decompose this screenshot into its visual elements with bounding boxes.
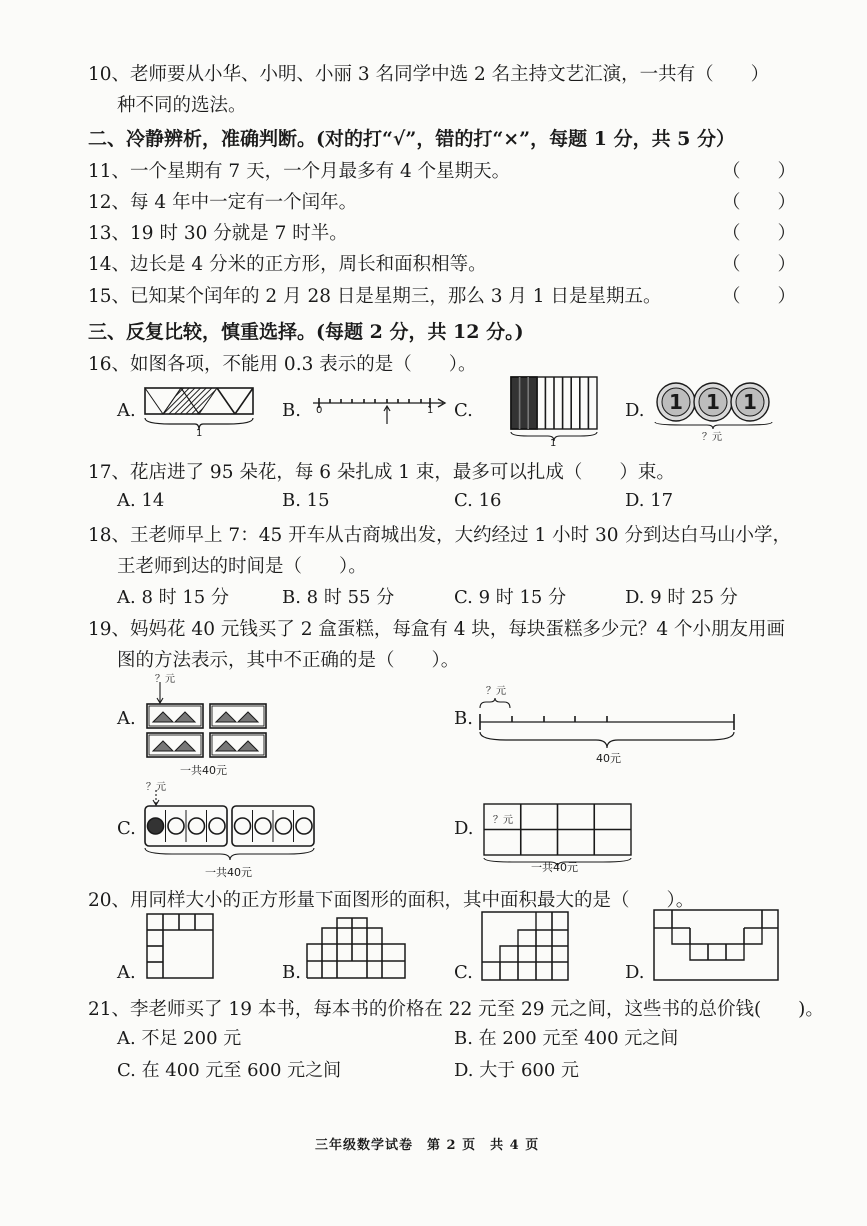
q17-option-d[interactable]: D. 17 — [625, 490, 674, 511]
q21-option-d[interactable]: D. 大于 600 元 — [454, 1060, 580, 1081]
q20-c-shape — [480, 910, 572, 982]
q16-option-d-label: D. — [625, 400, 645, 421]
q13-answer-paren[interactable]: （ ） — [722, 223, 797, 244]
section2-title: 二、冷静辨析，准确判断。(对的打“√”，错的打“×”，每题 1 分，共 5 分） — [88, 128, 736, 150]
q16-d-brace-label: ？元 — [702, 432, 722, 443]
q11-answer-paren[interactable]: （ ） — [722, 161, 797, 182]
q16-d-coin1-value: 1 — [669, 390, 683, 414]
q20-option-c-label: C. — [454, 962, 473, 983]
q20-d-shape — [652, 908, 782, 982]
q11-text: 11、一个星期有 7 天，一个月最多有 4 个星期天。 — [88, 161, 511, 182]
q19-d-unknown-label: ？元 — [493, 815, 513, 826]
q18-option-d[interactable]: D. 9 时 25 分 — [625, 587, 738, 608]
q21-stem: 21、李老师买了 19 本书，每本书的价格在 22 元至 29 元之间，这些书的总价钱( )。 — [88, 999, 824, 1020]
q20-option-b-label: B. — [282, 962, 301, 983]
q19-c-total-label: 一共40元 — [205, 866, 252, 879]
q12-text: 12、每 4 年中一定有一个闰年。 — [88, 192, 358, 213]
q19-option-b-label: B. — [454, 708, 473, 729]
q17-option-b[interactable]: B. 15 — [282, 490, 330, 511]
q19-option-c-label: C. — [117, 818, 136, 839]
q14-answer-paren[interactable]: （ ） — [722, 254, 797, 275]
q17-option-c[interactable]: C. 16 — [454, 490, 502, 511]
page-footer: 三年级数学试卷 第 2 页 共 4 页 — [315, 1138, 540, 1153]
q21-option-b[interactable]: B. 在 200 元至 400 元之间 — [454, 1028, 679, 1049]
q16-c-brace-label: 1 — [550, 438, 557, 449]
q20-option-a-label: A. — [117, 962, 136, 983]
q16-stem: 16、如图各项，不能用 0.3 表示的是（ ）。 — [88, 354, 477, 375]
q19-option-a-label: A. — [117, 708, 136, 729]
q17-option-a[interactable]: A. 14 — [117, 490, 165, 511]
q19-b-total-label: 40元 — [596, 752, 621, 765]
q16-d-coin3-value: 1 — [743, 390, 757, 414]
q19-b-segment-diagram — [476, 694, 741, 754]
q15-text: 15、已知某个闰年的 2 月 28 日是星期三，那么 3 月 1 日是星期五。 — [88, 286, 662, 307]
q19-a-unknown-label: ？元 — [155, 674, 175, 685]
q18-option-a[interactable]: A. 8 时 15 分 — [117, 587, 229, 608]
q14-text: 14、边长是 4 分米的正方形，周长和面积相等。 — [88, 254, 487, 275]
q16-option-b-label: B. — [282, 400, 301, 421]
q16-c-grid-bar — [508, 374, 603, 444]
q18-option-c[interactable]: C. 9 时 15 分 — [454, 587, 567, 608]
q16-b-zero-label: 0 — [316, 405, 323, 416]
q19-c-circle-boxes — [142, 788, 322, 863]
q13-text: 13、19 时 30 分就是 7 时半。 — [88, 223, 348, 244]
section3-title: 三、反复比较，慎重选择。(每题 2 分，共 12 分。) — [88, 321, 524, 343]
q21-option-c[interactable]: C. 在 400 元至 600 元之间 — [117, 1060, 342, 1081]
q15-answer-paren[interactable]: （ ） — [722, 286, 797, 307]
q19-line1: 19、妈妈花 40 元钱买了 2 盒蛋糕，每盒有 4 块，每块蛋糕多少元？4 个小朋友用画 — [88, 619, 786, 640]
q19-line2: 图的方法表示，其中不正确的是（ ）。 — [117, 650, 460, 671]
q18-line2: 王老师到达的时间是（ ）。 — [117, 556, 367, 577]
q19-a-cake-boxes — [144, 680, 279, 760]
q19-a-total-label: 一共40元 — [180, 764, 227, 777]
q10-line1: 10、老师要从小华、小明、小丽 3 名同学中选 2 名主持文艺汇演，一共有（ ） — [88, 64, 770, 85]
q16-option-c-label: C. — [454, 400, 473, 421]
q12-answer-paren[interactable]: （ ） — [722, 192, 797, 213]
q19-b-unknown-label: ？元 — [486, 686, 506, 697]
q19-c-unknown-label: ？元 — [146, 782, 166, 793]
q20-stem: 20、用同样大小的正方形量下面图形的面积，其中面积最大的是（ ）。 — [88, 890, 695, 911]
q16-a-brace-label: 1 — [196, 428, 203, 439]
q20-b-shape — [305, 918, 410, 980]
q19-d-total-label: 一共40元 — [531, 861, 578, 874]
q16-option-a-label: A. — [117, 400, 136, 421]
q20-option-d-label: D. — [625, 962, 645, 983]
q16-b-one-label: 1 — [427, 405, 434, 416]
q10-line2: 种不同的选法。 — [117, 95, 247, 116]
q20-a-shape — [145, 912, 217, 982]
q18-option-b[interactable]: B. 8 时 55 分 — [282, 587, 395, 608]
q21-option-a[interactable]: A. 不足 200 元 — [117, 1028, 242, 1049]
q16-d-coin2-value: 1 — [706, 390, 720, 414]
q19-option-d-label: D. — [454, 818, 474, 839]
q17-stem: 17、花店进了 95 朵花，每 6 朵扎成 1 束，最多可以扎成（ ）束。 — [88, 462, 675, 483]
q18-line1: 18、王老师早上 7：45 开车从古商城出发，大约经过 1 小时 30 分到达白马山小学， — [88, 525, 791, 546]
